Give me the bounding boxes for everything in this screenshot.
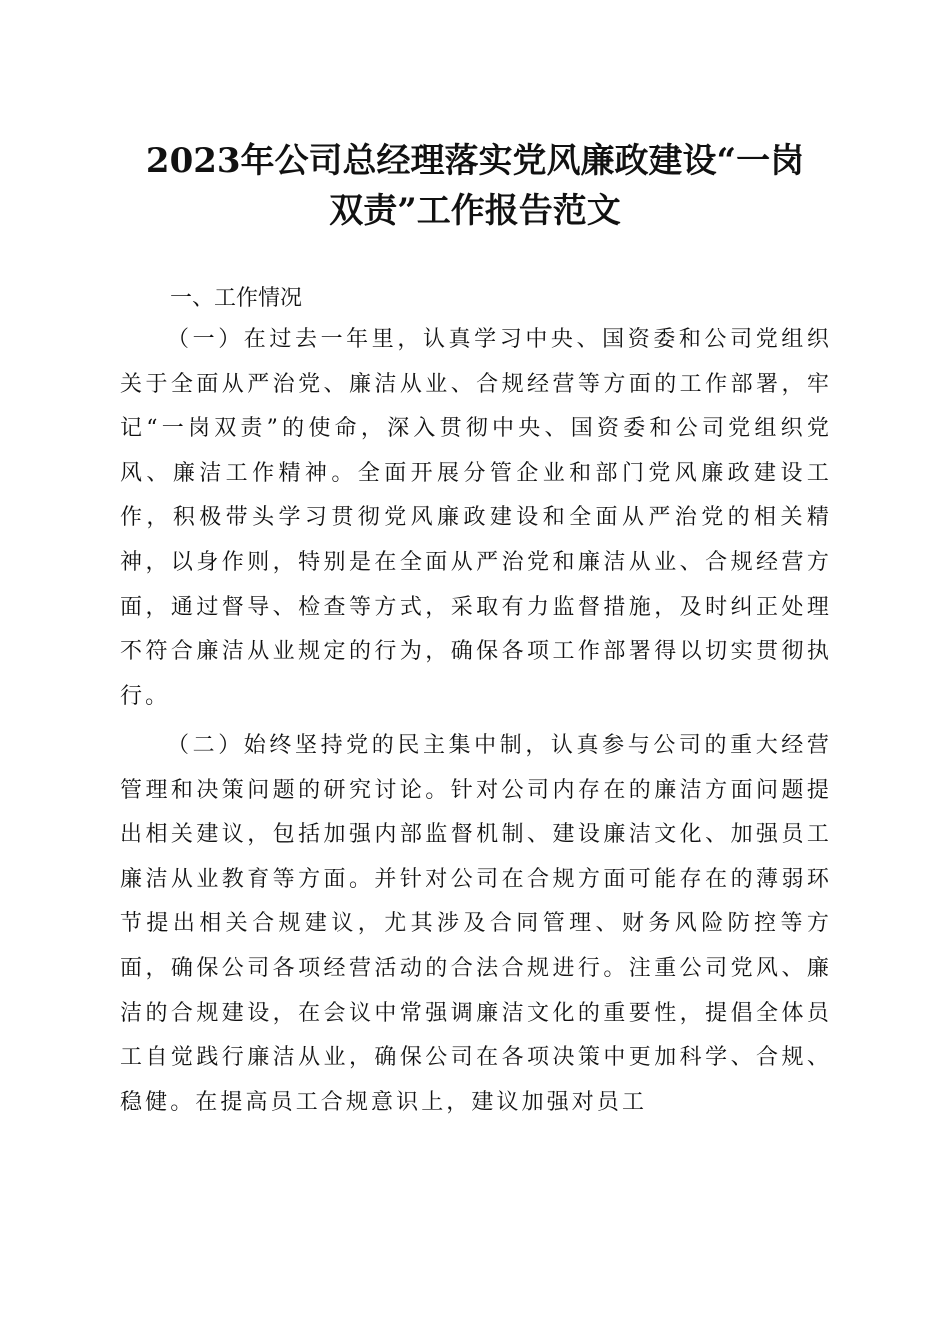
title-line-1: 2023年公司总经理落实党风廉政建设“一岗 bbox=[145, 141, 805, 181]
title-line-2: 双责”工作报告范文 bbox=[329, 191, 621, 231]
document-title bbox=[110, 136, 840, 236]
paragraph-1: （一）在过去一年里，认真学习中央、国资委和公司党组织关于全面从严治党、廉洁从业、合规经营等方面的工作部署，牢记“一岗双责”的使命，深入贯彻中央、国资委和公司党组织党风、廉洁工作精神。全面开展分管企业和部门党风廉政建设工作，积极带头学习贯彻党风廉政建设和全面从严治党的相关精神，以身作则，特别是在全面从严治党和廉洁从业、合规经营方面，通过督导、检查等方式，采取有力监督措施，及时纠正处理不符合廉洁从业规定的行为，确保各项工作部署得以切实贯彻执行。 bbox=[120, 327, 832, 709]
section-heading: 一、工作情况 bbox=[170, 286, 303, 311]
paragraph-2: （二）始终坚持党的民主集中制，认真参与公司的重大经营管理和决策问题的研究讨论。针对公司内存在的廉洁方面问题提出相关建议，包括加强内部监督机制、建设廉洁文化、加强员工廉洁从业教育等方面。并针对公司在合规方面可能存在的薄弱环节提出相关合规建议，尤其涉及合同管理、财务风险防控等方面，确保公司各项经营活动的合法合规进行。注重公司党风、廉洁的合规建设，在会议中常强调廉洁文化的重要性，提倡全体员工自觉践行廉洁从业，确保公司在各项决策中更加科学、合规、稳健。在提高员工合规意识上，建议加强对员工 bbox=[120, 733, 832, 1115]
